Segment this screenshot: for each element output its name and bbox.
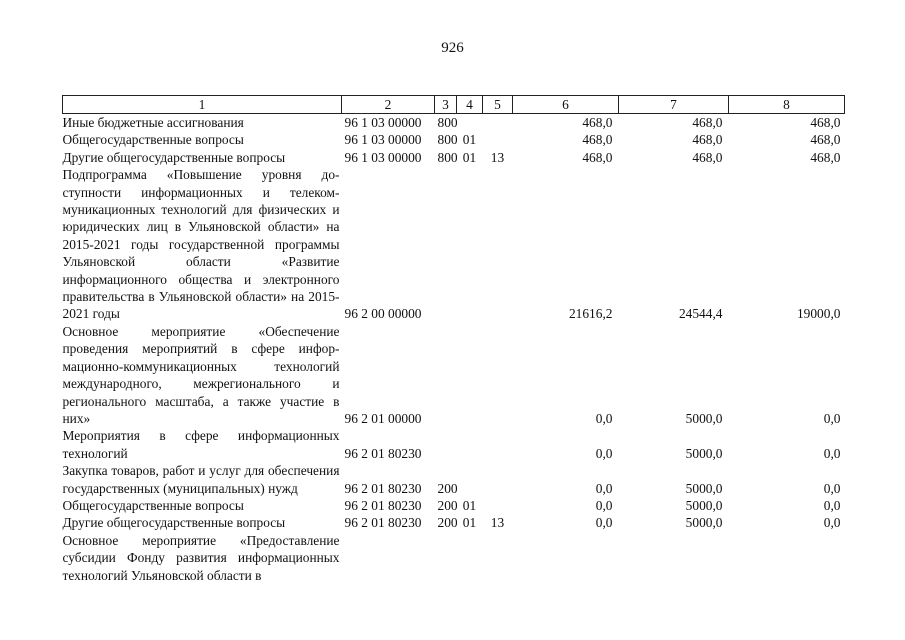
table-row: [63, 462, 845, 497]
row-expense-type: 200: [437, 480, 458, 496]
row-value-col8: 0,0: [823, 410, 841, 426]
header-col-2: 2: [342, 96, 435, 114]
row-section: 01: [462, 497, 477, 513]
row-name: Подпрограмма «Повышение уровня доступности информационных и телекоммуникационных технологий для физических и юридических лиц в Ульяновской области» на 2015-2021 годы государственной программы Ульяновской области «Развитие информационного общества и электронного правительства в Ульяновской области» на 2015-2021 годы: [62, 167, 340, 322]
row-target-code: 96 2 01 80230: [344, 445, 422, 461]
row-target-code: 96 2 01 80230: [344, 480, 422, 496]
budget-table: [62, 95, 845, 584]
row-section: 01: [462, 132, 477, 148]
row-name: Общегосударственные вопросы: [62, 497, 244, 513]
row-subsection: [483, 532, 513, 584]
row-section: [457, 114, 483, 132]
row-section: [457, 323, 483, 427]
row-subsection: [483, 323, 513, 427]
row-value-col6: 0,0: [595, 410, 613, 426]
row-value-col6: 0,0: [595, 515, 613, 531]
row-value-col7: 5000,0: [685, 445, 723, 461]
row-value-col8: [729, 532, 845, 584]
row-subsection: [483, 497, 513, 514]
row-value-col7: 5000,0: [685, 410, 723, 426]
row-target-code: [342, 532, 435, 584]
row-target-code: 96 1 03 00000: [344, 115, 422, 130]
row-expense-type: [435, 427, 457, 462]
row-expense-type: 800: [437, 132, 458, 148]
row-name: Другие общегосударственные вопросы: [62, 149, 286, 165]
row-value-col6: 0,0: [595, 497, 613, 513]
row-subsection: [483, 427, 513, 462]
row-value-col6: 21616,2: [568, 306, 613, 322]
row-target-code: 96 2 01 80230: [344, 515, 422, 531]
table-row: [63, 131, 845, 148]
row-name: Другие общегосударственные вопросы: [62, 515, 286, 531]
header-col-5: 5: [483, 96, 513, 114]
header-row: [63, 96, 845, 114]
row-value-col7: 24544,4: [678, 306, 723, 322]
row-value-col6: 468,0: [582, 115, 613, 130]
row-section: 01: [462, 149, 477, 165]
row-value-col8: 468,0: [810, 132, 841, 148]
row-value-col8: 468,0: [810, 115, 841, 130]
table-row: [63, 323, 845, 427]
table-row: [63, 427, 845, 462]
row-value-col8: 0,0: [823, 480, 841, 496]
row-name: Основное мероприятие «Обеспечение проведения мероприятий в сфере информационно-коммуникационных технологий международного, межрегионального и регионального масштаба, а также участие в них»: [62, 323, 340, 426]
row-name: Общегосударственные вопросы: [62, 132, 244, 148]
row-value-col7: 468,0: [692, 149, 723, 165]
row-value-col6: 0,0: [595, 480, 613, 496]
row-name: Мероприятия в сфере информационных технологий: [62, 428, 340, 461]
row-value-col8: 19000,0: [796, 306, 841, 322]
row-subsection: 13: [490, 149, 505, 165]
row-section: [457, 166, 483, 323]
row-subsection: [483, 166, 513, 323]
row-value-col7: 468,0: [692, 132, 723, 148]
table-row: [63, 514, 845, 531]
row-expense-type: 800: [437, 115, 458, 130]
row-target-code: 96 2 01 00000: [344, 410, 422, 426]
row-value-col8: 0,0: [823, 497, 841, 513]
header-col-1: 1: [63, 96, 342, 114]
row-value-col7: 5000,0: [685, 497, 723, 513]
row-value-col6: 468,0: [582, 132, 613, 148]
row-expense-type: [435, 166, 457, 323]
row-subsection: 13: [490, 515, 505, 531]
row-target-code: 96 2 00 00000: [344, 306, 422, 322]
row-value-col6: 468,0: [582, 149, 613, 165]
row-section: 01: [462, 515, 477, 531]
row-subsection: [483, 114, 513, 132]
row-name: Иные бюджетные ассигнования: [62, 115, 244, 130]
row-name: Закупка товаров, работ и услуг для обеспечения государственных (муниципальных) нужд: [62, 463, 340, 496]
header-col-3: 3: [435, 96, 457, 114]
table-row: [63, 497, 845, 514]
row-subsection: [483, 462, 513, 497]
page-number: 926: [441, 40, 464, 56]
row-expense-type: 200: [437, 515, 458, 531]
header-col-8: 8: [729, 96, 845, 114]
row-subsection: [483, 131, 513, 148]
row-name: Основное мероприятие «Предоставление субсидии Фонду развития информационных технологий Ульяновской области в: [62, 532, 340, 583]
row-target-code: 96 1 03 00000: [344, 149, 422, 165]
header-col-7: 7: [619, 96, 729, 114]
table-row: [63, 114, 845, 132]
row-expense-type: 200: [437, 497, 458, 513]
row-value-col8: 0,0: [823, 445, 841, 461]
row-value-col8: 468,0: [810, 149, 841, 165]
table-row: [63, 149, 845, 166]
row-target-code: 96 2 01 80230: [344, 497, 422, 513]
header-col-4: 4: [457, 96, 483, 114]
table-row: [63, 532, 845, 584]
row-value-col6: [513, 532, 619, 584]
row-section: [457, 532, 483, 584]
row-value-col7: [619, 532, 729, 584]
row-value-col7: 5000,0: [685, 515, 723, 531]
row-section: [457, 462, 483, 497]
row-value-col6: 0,0: [595, 445, 613, 461]
header-col-6: 6: [513, 96, 619, 114]
row-target-code: 96 1 03 00000: [344, 132, 422, 148]
row-value-col7: 468,0: [692, 115, 723, 130]
row-value-col7: 5000,0: [685, 480, 723, 496]
row-expense-type: 800: [437, 149, 458, 165]
row-value-col8: 0,0: [823, 515, 841, 531]
table-row: [63, 166, 845, 323]
row-expense-type: [435, 323, 457, 427]
row-section: [457, 427, 483, 462]
row-expense-type: [435, 532, 457, 584]
